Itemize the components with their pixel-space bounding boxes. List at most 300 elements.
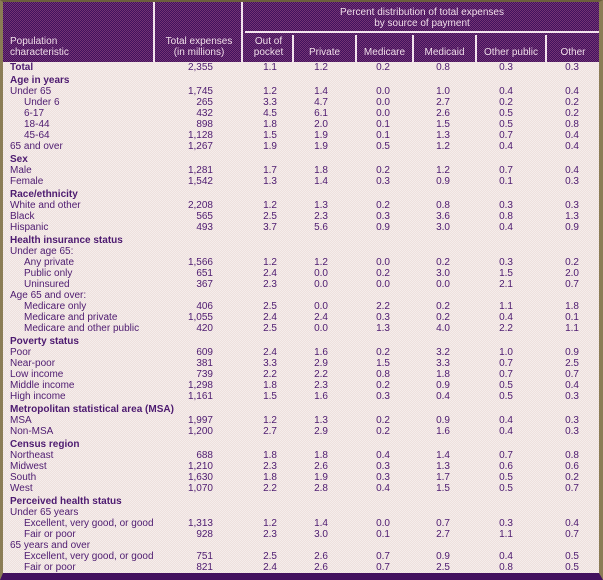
cell-out-of-pocket: 4.5 xyxy=(263,108,277,119)
cell-out-of-pocket: 1.3 xyxy=(263,176,277,187)
cell-total-expenses: 1,128 xyxy=(187,130,213,141)
cell-other: 0.9 xyxy=(565,347,579,358)
row-label: Age in years xyxy=(10,75,70,86)
row-label: White and other xyxy=(10,200,81,211)
cell-medicaid: 1.3 xyxy=(436,130,450,141)
table-row xyxy=(3,165,599,176)
table-row xyxy=(3,551,599,562)
cell-private: 2.3 xyxy=(314,380,328,391)
cell-out-of-pocket: 2.2 xyxy=(263,483,277,494)
cell-total-expenses: 898 xyxy=(196,119,213,130)
cell-medicare: 0.2 xyxy=(376,415,390,426)
column-header-medicare: Medicare xyxy=(357,35,414,62)
cell-total-expenses: 751 xyxy=(196,551,213,562)
cell-other-public: 0.3 xyxy=(499,257,513,268)
cell-total-expenses: 265 xyxy=(196,97,213,108)
cell-private: 0.0 xyxy=(314,279,328,290)
cell-medicaid: 2.7 xyxy=(436,97,450,108)
cell-out-of-pocket: 1.7 xyxy=(263,165,277,176)
cell-private: 1.9 xyxy=(314,130,328,141)
cell-out-of-pocket: 2.4 xyxy=(263,268,277,279)
cell-medicare: 0.0 xyxy=(376,279,390,290)
cell-medicare: 0.7 xyxy=(376,551,390,562)
row-label: Excellent, very good, or good xyxy=(24,518,154,529)
cell-private: 6.1 xyxy=(314,108,328,119)
cell-other-public: 0.5 xyxy=(499,108,513,119)
cell-private: 5.6 xyxy=(314,222,328,233)
cell-other: 0.7 xyxy=(565,483,579,494)
cell-other-public: 0.3 xyxy=(499,518,513,529)
cell-private: 1.8 xyxy=(314,165,328,176)
cell-out-of-pocket: 2.5 xyxy=(263,323,277,334)
table-body xyxy=(3,62,599,573)
row-label: Health insurance status xyxy=(10,235,123,246)
row-label: West xyxy=(10,483,33,494)
cell-other-public: 1.1 xyxy=(499,301,513,312)
cell-out-of-pocket: 1.2 xyxy=(263,257,277,268)
cell-total-expenses: 928 xyxy=(196,529,213,540)
cell-other-public: 0.4 xyxy=(499,222,513,233)
column-header-other-public: Other public xyxy=(477,35,547,62)
group-header-percent-distribution xyxy=(245,2,599,33)
cell-medicare: 1.3 xyxy=(376,323,390,334)
cell-medicaid: 1.4 xyxy=(436,450,450,461)
table-row xyxy=(3,211,599,222)
section-header-row xyxy=(3,235,599,246)
cell-medicaid: 1.5 xyxy=(436,119,450,130)
cell-private: 2.3 xyxy=(314,211,328,222)
cell-total-expenses: 1,566 xyxy=(187,257,213,268)
cell-medicaid: 0.7 xyxy=(436,518,450,529)
cell-medicaid: 0.8 xyxy=(436,200,450,211)
row-label: Poverty status xyxy=(10,336,79,347)
cell-other: 0.7 xyxy=(565,369,579,380)
cell-total-expenses: 1,630 xyxy=(187,472,213,483)
cell-other: 0.1 xyxy=(565,312,579,323)
row-label: Fair or poor xyxy=(24,529,76,540)
cell-total-expenses: 420 xyxy=(196,323,213,334)
cell-private: 0.0 xyxy=(314,323,328,334)
row-label: Age 65 and over: xyxy=(10,290,87,301)
cell-out-of-pocket: 2.4 xyxy=(263,562,277,573)
cell-other-public: 0.4 xyxy=(499,86,513,97)
cell-out-of-pocket: 1.8 xyxy=(263,472,277,483)
table-row xyxy=(3,472,599,483)
cell-other: 0.3 xyxy=(565,415,579,426)
cell-medicaid: 1.2 xyxy=(436,165,450,176)
subgroup-label-row xyxy=(3,507,599,518)
row-label: 6-17 xyxy=(24,108,45,119)
header-line: Population xyxy=(10,36,58,47)
cell-total-expenses: 1,298 xyxy=(187,380,213,391)
subgroup-label-row xyxy=(3,290,599,301)
cell-medicare: 0.5 xyxy=(376,141,390,152)
cell-private: 4.7 xyxy=(314,97,328,108)
cell-medicare: 0.2 xyxy=(376,426,390,437)
row-label: Black xyxy=(10,211,35,222)
cell-total-expenses: 493 xyxy=(196,222,213,233)
cell-other-public: 0.5 xyxy=(499,119,513,130)
cell-other-public: 0.2 xyxy=(499,97,513,108)
table-row xyxy=(3,222,599,233)
section-header-row xyxy=(3,496,599,507)
table-row xyxy=(3,562,599,573)
row-label: Non-MSA xyxy=(10,426,54,437)
table-row xyxy=(3,461,599,472)
cell-medicaid: 0.4 xyxy=(436,391,450,402)
cell-total-expenses: 1,055 xyxy=(187,312,213,323)
row-label: Perceived health status xyxy=(10,496,122,507)
cell-medicaid: 3.2 xyxy=(436,347,450,358)
cell-medicaid: 3.3 xyxy=(436,358,450,369)
cell-medicare: 0.8 xyxy=(376,369,390,380)
table-row xyxy=(3,119,599,130)
row-label: Middle income xyxy=(10,380,75,391)
table-row xyxy=(3,369,599,380)
table-row xyxy=(3,62,599,73)
cell-medicaid: 2.7 xyxy=(436,529,450,540)
cell-other: 0.4 xyxy=(565,141,579,152)
cell-medicare: 0.3 xyxy=(376,312,390,323)
cell-private: 1.8 xyxy=(314,450,328,461)
cell-other: 1.1 xyxy=(565,323,579,334)
column-header-private: Private xyxy=(294,35,357,62)
row-label: 65 years and over xyxy=(10,540,91,551)
cell-other-public: 0.7 xyxy=(499,369,513,380)
cell-medicaid: 0.9 xyxy=(436,415,450,426)
cell-medicare: 0.9 xyxy=(376,222,390,233)
cell-other-public: 0.3 xyxy=(499,62,513,73)
cell-private: 0.0 xyxy=(314,301,328,312)
cell-medicare: 0.0 xyxy=(376,257,390,268)
table-row xyxy=(3,301,599,312)
cell-medicare: 0.4 xyxy=(376,483,390,494)
cell-other-public: 0.4 xyxy=(499,426,513,437)
cell-medicaid: 1.8 xyxy=(436,369,450,380)
cell-other: 0.6 xyxy=(565,461,579,472)
row-label: 18-44 xyxy=(24,119,50,130)
payment-source-header-row xyxy=(245,35,599,62)
table-row xyxy=(3,176,599,187)
cell-total-expenses: 739 xyxy=(196,369,213,380)
cell-medicaid: 3.0 xyxy=(436,222,450,233)
cell-total-expenses: 1,281 xyxy=(187,165,213,176)
cell-other-public: 0.7 xyxy=(499,165,513,176)
cell-other: 0.7 xyxy=(565,529,579,540)
row-label: Medicare and private xyxy=(24,312,118,323)
cell-private: 1.4 xyxy=(314,518,328,529)
table-row xyxy=(3,86,599,97)
row-label: Northeast xyxy=(10,450,54,461)
table-row xyxy=(3,200,599,211)
row-label: Total xyxy=(10,62,34,73)
cell-total-expenses: 1,997 xyxy=(187,415,213,426)
row-label: South xyxy=(10,472,37,483)
cell-other: 0.4 xyxy=(565,86,579,97)
cell-private: 0.0 xyxy=(314,268,328,279)
cell-private: 1.4 xyxy=(314,86,328,97)
cell-other: 0.2 xyxy=(565,257,579,268)
cell-out-of-pocket: 2.3 xyxy=(263,461,277,472)
row-label: MSA xyxy=(10,415,32,426)
row-label: High income xyxy=(10,391,66,402)
cell-other-public: 0.4 xyxy=(499,141,513,152)
cell-private: 2.9 xyxy=(314,358,328,369)
row-label: Under 65 xyxy=(10,86,52,97)
cell-other-public: 0.7 xyxy=(499,358,513,369)
cell-medicaid: 3.0 xyxy=(436,268,450,279)
cell-private: 2.4 xyxy=(314,312,328,323)
cell-other: 0.3 xyxy=(565,62,579,73)
cell-out-of-pocket: 1.1 xyxy=(263,62,277,73)
cell-total-expenses: 1,210 xyxy=(187,461,213,472)
cell-other: 0.9 xyxy=(565,222,579,233)
cell-other: 0.5 xyxy=(565,551,579,562)
cell-medicaid: 1.3 xyxy=(436,461,450,472)
cell-medicare: 0.1 xyxy=(376,119,390,130)
cell-other-public: 0.5 xyxy=(499,380,513,391)
cell-medicaid: 2.5 xyxy=(436,562,450,573)
table-row xyxy=(3,141,599,152)
cell-total-expenses: 1,745 xyxy=(187,86,213,97)
row-label: Under 6 xyxy=(24,97,60,108)
row-label: Medicare and other public xyxy=(24,323,140,334)
cell-out-of-pocket: 2.5 xyxy=(263,551,277,562)
column-header-out-of-pocket: Out of pocket xyxy=(245,35,294,62)
cell-other: 0.3 xyxy=(565,176,579,187)
cell-out-of-pocket: 1.5 xyxy=(263,391,277,402)
cell-medicaid: 0.2 xyxy=(436,301,450,312)
table-row xyxy=(3,130,599,141)
row-label: Any private xyxy=(24,257,75,268)
cell-medicare: 0.3 xyxy=(376,461,390,472)
cell-out-of-pocket: 1.8 xyxy=(263,119,277,130)
section-header-row xyxy=(3,439,599,450)
cell-other: 0.4 xyxy=(565,518,579,529)
cell-other-public: 0.1 xyxy=(499,176,513,187)
cell-total-expenses: 565 xyxy=(196,211,213,222)
cell-out-of-pocket: 1.2 xyxy=(263,200,277,211)
header-line: (in millions) xyxy=(173,47,225,58)
cell-other: 1.3 xyxy=(565,211,579,222)
table-row xyxy=(3,380,599,391)
cell-private: 2.0 xyxy=(314,119,328,130)
row-label: Low income xyxy=(10,369,64,380)
cell-total-expenses: 1,161 xyxy=(187,391,213,402)
cell-medicaid: 1.2 xyxy=(436,141,450,152)
cell-total-expenses: 1,313 xyxy=(187,518,213,529)
table-row xyxy=(3,312,599,323)
header-line: characteristic xyxy=(10,47,69,58)
cell-other-public: 1.1 xyxy=(499,529,513,540)
cell-private: 1.2 xyxy=(314,257,328,268)
cell-medicare: 0.1 xyxy=(376,130,390,141)
cell-private: 2.6 xyxy=(314,461,328,472)
subgroup-label-row xyxy=(3,246,599,257)
cell-other-public: 0.4 xyxy=(499,551,513,562)
cell-other: 2.5 xyxy=(565,358,579,369)
cell-medicare: 0.2 xyxy=(376,200,390,211)
cell-private: 1.2 xyxy=(314,62,328,73)
row-label: Uninsured xyxy=(24,279,70,290)
cell-medicaid: 2.6 xyxy=(436,108,450,119)
cell-other-public: 0.4 xyxy=(499,415,513,426)
cell-other-public: 0.8 xyxy=(499,562,513,573)
cell-total-expenses: 609 xyxy=(196,347,213,358)
row-label: Under 65 years xyxy=(10,507,79,518)
cell-out-of-pocket: 2.3 xyxy=(263,279,277,290)
row-label: Under age 65: xyxy=(10,246,74,257)
cell-private: 1.4 xyxy=(314,176,328,187)
cell-other-public: 0.6 xyxy=(499,461,513,472)
cell-out-of-pocket: 2.5 xyxy=(263,211,277,222)
cell-other-public: 0.8 xyxy=(499,211,513,222)
cell-private: 2.6 xyxy=(314,562,328,573)
cell-out-of-pocket: 1.5 xyxy=(263,130,277,141)
table-header xyxy=(3,2,599,62)
cell-other: 2.0 xyxy=(565,268,579,279)
cell-medicare: 0.0 xyxy=(376,86,390,97)
table-row xyxy=(3,518,599,529)
cell-private: 2.8 xyxy=(314,483,328,494)
cell-other-public: 1.5 xyxy=(499,268,513,279)
cell-medicare: 0.3 xyxy=(376,211,390,222)
cell-private: 1.6 xyxy=(314,347,328,358)
cell-other: 0.3 xyxy=(565,200,579,211)
row-label: Metropolitan statistical area (MSA) xyxy=(10,404,174,415)
section-header-row xyxy=(3,154,599,165)
cell-private: 2.2 xyxy=(314,369,328,380)
cell-other-public: 2.2 xyxy=(499,323,513,334)
cell-medicare: 0.2 xyxy=(376,268,390,279)
cell-other-public: 0.5 xyxy=(499,483,513,494)
cell-medicare: 0.2 xyxy=(376,165,390,176)
cell-medicare: 0.2 xyxy=(376,380,390,391)
cell-private: 1.3 xyxy=(314,200,328,211)
row-label: Medicare only xyxy=(24,301,87,312)
cell-medicaid: 1.5 xyxy=(436,483,450,494)
cell-other: 0.8 xyxy=(565,450,579,461)
cell-medicare: 0.0 xyxy=(376,108,390,119)
cell-out-of-pocket: 3.3 xyxy=(263,97,277,108)
cell-medicaid: 0.9 xyxy=(436,176,450,187)
cell-private: 1.6 xyxy=(314,391,328,402)
cell-other-public: 0.5 xyxy=(499,472,513,483)
cell-medicaid: 0.8 xyxy=(436,62,450,73)
table-row xyxy=(3,529,599,540)
table-row xyxy=(3,257,599,268)
header-line: Percent distribution of total expenses xyxy=(340,7,504,18)
cell-private: 1.3 xyxy=(314,415,328,426)
cell-medicaid: 1.7 xyxy=(436,472,450,483)
cell-other: 0.4 xyxy=(565,380,579,391)
cell-medicaid: 4.0 xyxy=(436,323,450,334)
cell-total-expenses: 381 xyxy=(196,358,213,369)
cell-total-expenses: 1,200 xyxy=(187,426,213,437)
cell-private: 1.9 xyxy=(314,472,328,483)
cell-medicare: 1.5 xyxy=(376,358,390,369)
section-header-row xyxy=(3,189,599,200)
cell-other-public: 2.1 xyxy=(499,279,513,290)
column-header-total-expenses xyxy=(157,2,243,62)
row-label: Census region xyxy=(10,439,80,450)
column-header-other: Other xyxy=(560,47,586,58)
cell-total-expenses: 1,267 xyxy=(187,141,213,152)
cell-medicare: 0.3 xyxy=(376,176,390,187)
cell-medicare: 0.7 xyxy=(376,562,390,573)
row-label: Excellent, very good, or good xyxy=(24,551,154,562)
cell-out-of-pocket: 2.7 xyxy=(263,426,277,437)
cell-out-of-pocket: 2.3 xyxy=(263,529,277,540)
cell-out-of-pocket: 3.3 xyxy=(263,358,277,369)
cell-total-expenses: 821 xyxy=(196,562,213,573)
cell-other: 0.7 xyxy=(565,279,579,290)
table-row xyxy=(3,268,599,279)
cell-total-expenses: 406 xyxy=(196,301,213,312)
cell-medicare: 2.2 xyxy=(376,301,390,312)
row-label: Female xyxy=(10,176,44,187)
row-label: Sex xyxy=(10,154,28,165)
cell-total-expenses: 688 xyxy=(196,450,213,461)
cell-medicare: 0.0 xyxy=(376,518,390,529)
row-label: Male xyxy=(10,165,32,176)
row-label: Public only xyxy=(24,268,73,279)
cell-total-expenses: 1,070 xyxy=(187,483,213,494)
table-row xyxy=(3,347,599,358)
cell-other: 1.8 xyxy=(565,301,579,312)
table-row xyxy=(3,483,599,494)
cell-private: 2.9 xyxy=(314,426,328,437)
cell-out-of-pocket: 1.8 xyxy=(263,380,277,391)
cell-out-of-pocket: 2.5 xyxy=(263,301,277,312)
cell-other-public: 0.4 xyxy=(499,312,513,323)
table-row xyxy=(3,426,599,437)
row-label: Poor xyxy=(10,347,32,358)
header-line: by source of payment xyxy=(374,18,470,29)
cell-other: 0.8 xyxy=(565,119,579,130)
table-row xyxy=(3,323,599,334)
section-header-row xyxy=(3,404,599,415)
cell-other: 0.3 xyxy=(565,391,579,402)
cell-other: 0.3 xyxy=(565,426,579,437)
cell-medicare: 0.0 xyxy=(376,97,390,108)
cell-other: 0.2 xyxy=(565,97,579,108)
cell-out-of-pocket: 1.9 xyxy=(263,141,277,152)
table-row xyxy=(3,450,599,461)
column-header-medicaid: Medicaid xyxy=(414,35,477,62)
row-label: 45-64 xyxy=(24,130,50,141)
cell-other: 0.2 xyxy=(565,472,579,483)
cell-other: 0.4 xyxy=(565,130,579,141)
section-header-row xyxy=(3,75,599,86)
table-row xyxy=(3,97,599,108)
cell-private: 1.9 xyxy=(314,141,328,152)
subgroup-label-row xyxy=(3,540,599,551)
cell-out-of-pocket: 2.4 xyxy=(263,347,277,358)
table-row xyxy=(3,358,599,369)
cell-medicare: 0.4 xyxy=(376,450,390,461)
row-label: Race/ethnicity xyxy=(10,189,78,200)
cell-total-expenses: 651 xyxy=(196,268,213,279)
cell-medicaid: 0.9 xyxy=(436,380,450,391)
cell-other-public: 0.5 xyxy=(499,391,513,402)
row-label: Midwest xyxy=(10,461,47,472)
cell-medicaid: 3.6 xyxy=(436,211,450,222)
cell-private: 2.6 xyxy=(314,551,328,562)
cell-total-expenses: 1,542 xyxy=(187,176,213,187)
cell-medicare: 0.3 xyxy=(376,391,390,402)
row-label: Near-poor xyxy=(10,358,56,369)
